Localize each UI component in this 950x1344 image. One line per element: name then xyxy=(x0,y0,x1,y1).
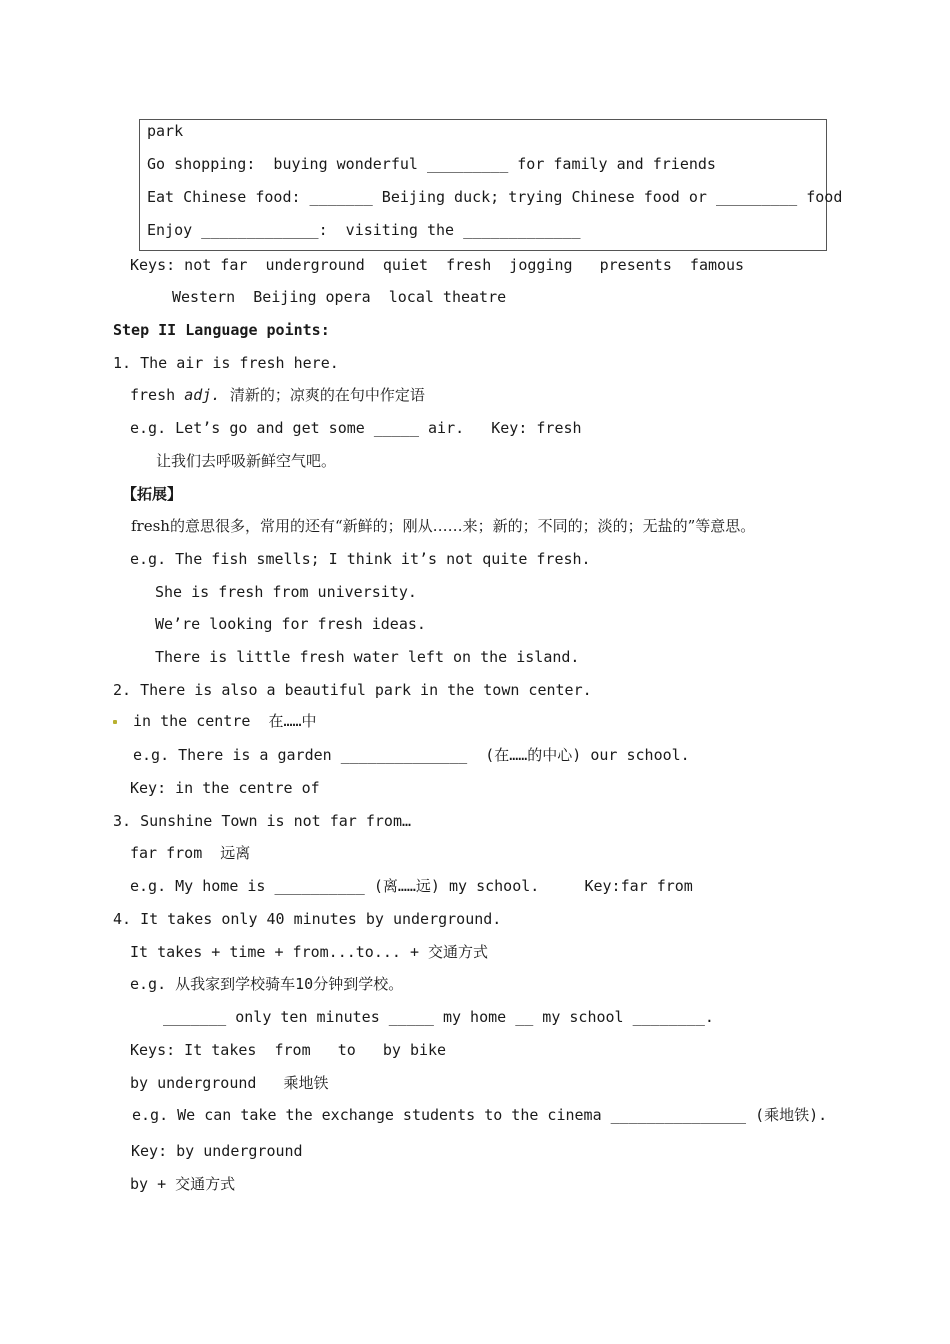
point-4-phrase: by underground 乘地铁 xyxy=(130,1074,329,1092)
point-2-example: e.g. There is a garden ______________ (在……的中心) our school. xyxy=(133,746,690,764)
extend-example-4: There is little fresh water left on the island. xyxy=(155,648,580,666)
point-1-sentence: 1. The air is fresh here. xyxy=(113,354,339,372)
keys-line-1: Keys: not far underground quiet fresh jogging presents famous xyxy=(130,256,745,274)
point-4-keys: Keys: It takes from to by bike xyxy=(130,1041,447,1059)
extend-example-2: She is fresh from university. xyxy=(155,583,417,601)
point-1-definition xyxy=(130,385,425,405)
point-2-key: Key: in the centre of xyxy=(130,779,320,797)
part-of-speech: adj. xyxy=(184,386,221,404)
extend-text: fresh的意思很多，常用的还有“新鲜的；刚从……来；新的；不同的；淡的；无盐的”等意思。 xyxy=(131,517,756,535)
point-3-sentence: 3. Sunshine Town is not far from… xyxy=(113,812,412,830)
table-row-park: park xyxy=(147,122,184,140)
point-4-fill: _______ only ten minutes _____ my home __ my school ________. xyxy=(163,1008,714,1026)
word: fresh xyxy=(130,386,185,404)
point-4-example-2: e.g. We can take the exchange students to the cinema _______________ (乘地铁). xyxy=(132,1106,828,1124)
extend-example-1: e.g. The fish smells; I think it’s not quite fresh. xyxy=(130,550,591,568)
table-row-food: Eat Chinese food: _______ Beijing duck; trying Chinese food or _________ food xyxy=(147,188,843,206)
point-1-translation: 让我们去呼吸新鲜空气吧。 xyxy=(156,452,337,470)
point-4-by: by + 交通方式 xyxy=(130,1175,236,1193)
point-2-phrase: in the centre 在……中 xyxy=(133,712,317,730)
point-1-example: e.g. Let’s go and get some _____ air. Key: fresh xyxy=(130,419,582,437)
extend-title: 【拓展】 xyxy=(122,485,183,503)
point-3-phrase: far from 远离 xyxy=(130,844,251,862)
meaning: 清新的；凉爽的在句中作定语 xyxy=(220,386,425,404)
bullet-dot xyxy=(113,720,117,724)
point-4-example: e.g. 从我家到学校骑车10分钟到学校。 xyxy=(130,975,404,993)
keys-line-2: Western Beijing opera local theatre xyxy=(172,288,507,306)
table-row-shopping: Go shopping: buying wonderful _________ for family and friends xyxy=(147,155,716,173)
point-2-sentence: 2. There is also a beautiful park in the town center. xyxy=(113,681,592,699)
point-4-sentence: 4. It takes only 40 minutes by underground. xyxy=(113,910,502,928)
table-row-enjoy: Enjoy _____________: visiting the _____________ xyxy=(147,221,581,239)
point-3-example: e.g. My home is __________ (离……远) my school. Key:far from xyxy=(130,877,693,895)
extend-example-3: We’re looking for fresh ideas. xyxy=(155,615,426,633)
point-4-pattern: It takes + time + from...to... + 交通方式 xyxy=(130,943,489,961)
point-4-key-2: Key: by underground xyxy=(131,1142,303,1160)
step-heading: Step II Language points: xyxy=(113,321,330,339)
